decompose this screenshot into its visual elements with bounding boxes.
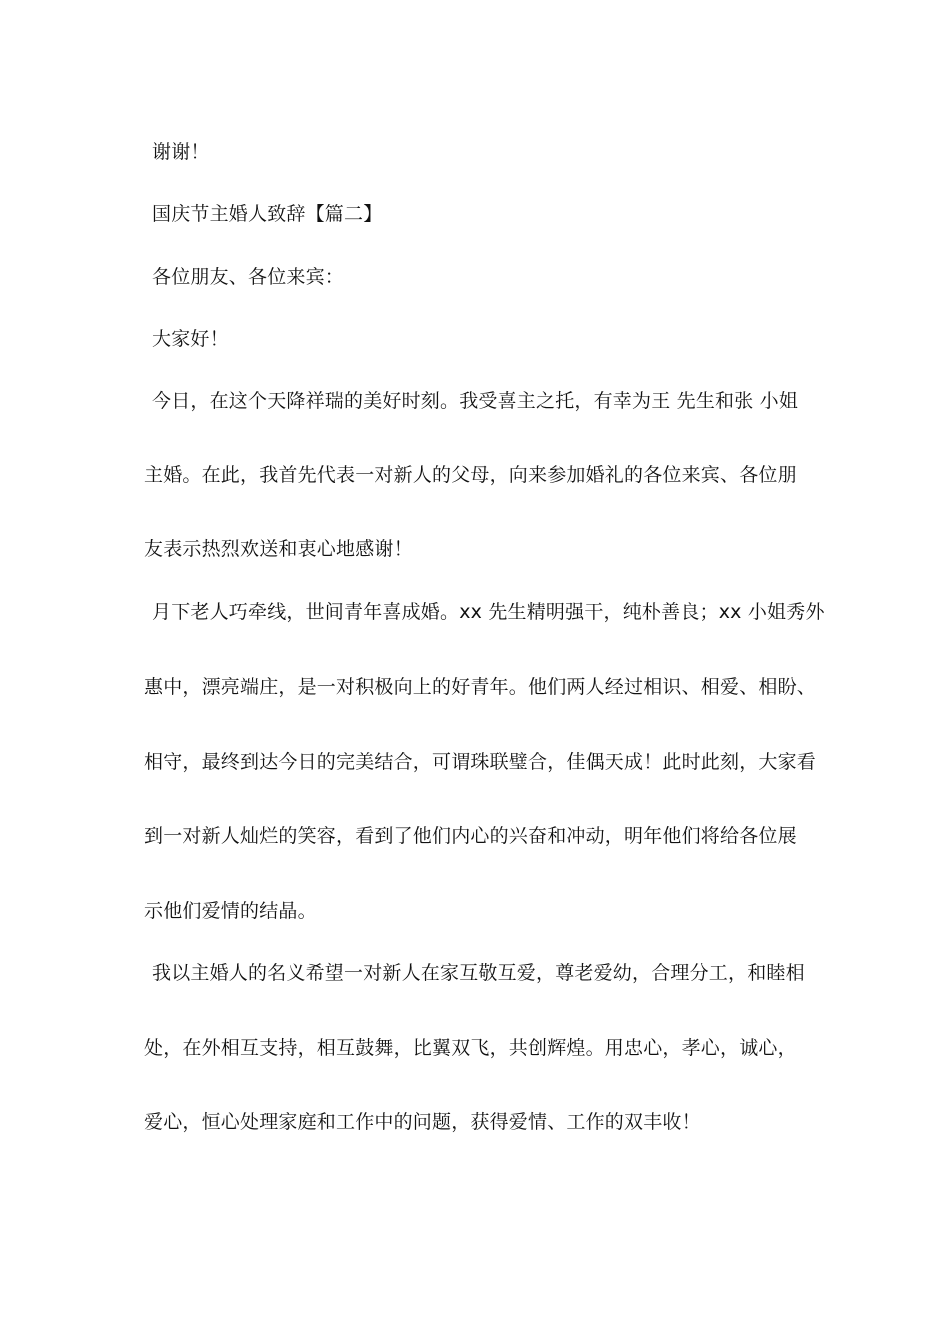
paragraph-2-line-4: 到一对新人灿烂的笑容，看到了他们内心的兴奋和冲动，明年他们将给各位展 <box>144 825 797 847</box>
paragraph-3-line-2: 处，在外相互支持，相互鼓舞，比翼双飞，共创辉煌。用忠心，孝心，诚心， <box>144 1037 797 1059</box>
paragraph-2-line-3: 相守，最终到达今日的完美结合，可谓珠联璧合，佳偶天成！此时此刻，大家看 <box>144 751 817 773</box>
closing-thanks: 谢谢！ <box>152 141 210 163</box>
section-title: 国庆节主婚人致辞【篇二】 <box>152 203 383 225</box>
paragraph-1-line-3: 友表示热烈欢送和衷心地感谢！ <box>144 538 413 560</box>
salutation: 各位朋友、各位来宾： <box>152 266 345 288</box>
paragraph-1-line-1: 今日，在这个天降祥瑞的美好时刻。我受喜主之托，有幸为王 先生和张 小姐 <box>152 390 799 412</box>
paragraph-3-line-3: 爱心，恒心处理家庭和工作中的问题，获得爱情、工作的双丰收！ <box>144 1111 701 1133</box>
paragraph-3-line-1: 我以主婚人的名义希望一对新人在家互敬互爱，尊老爱幼，合理分工，和睦相 <box>152 962 805 984</box>
paragraph-1-line-2: 主婚。在此，我首先代表一对新人的父母，向来参加婚礼的各位来宾、各位朋 <box>144 464 797 486</box>
paragraph-2-line-2: 惠中，漂亮端庄，是一对积极向上的好青年。他们两人经过相识、相爱、相盼、 <box>144 676 817 698</box>
paragraph-2-line-1: 月下老人巧牵线，世间青年喜成婚。xx 先生精明强干，纯朴善良；xx 小姐秀外 <box>152 601 825 623</box>
paragraph-2-line-5: 示他们爱情的结晶。 <box>144 900 317 922</box>
greeting: 大家好！ <box>152 328 229 350</box>
